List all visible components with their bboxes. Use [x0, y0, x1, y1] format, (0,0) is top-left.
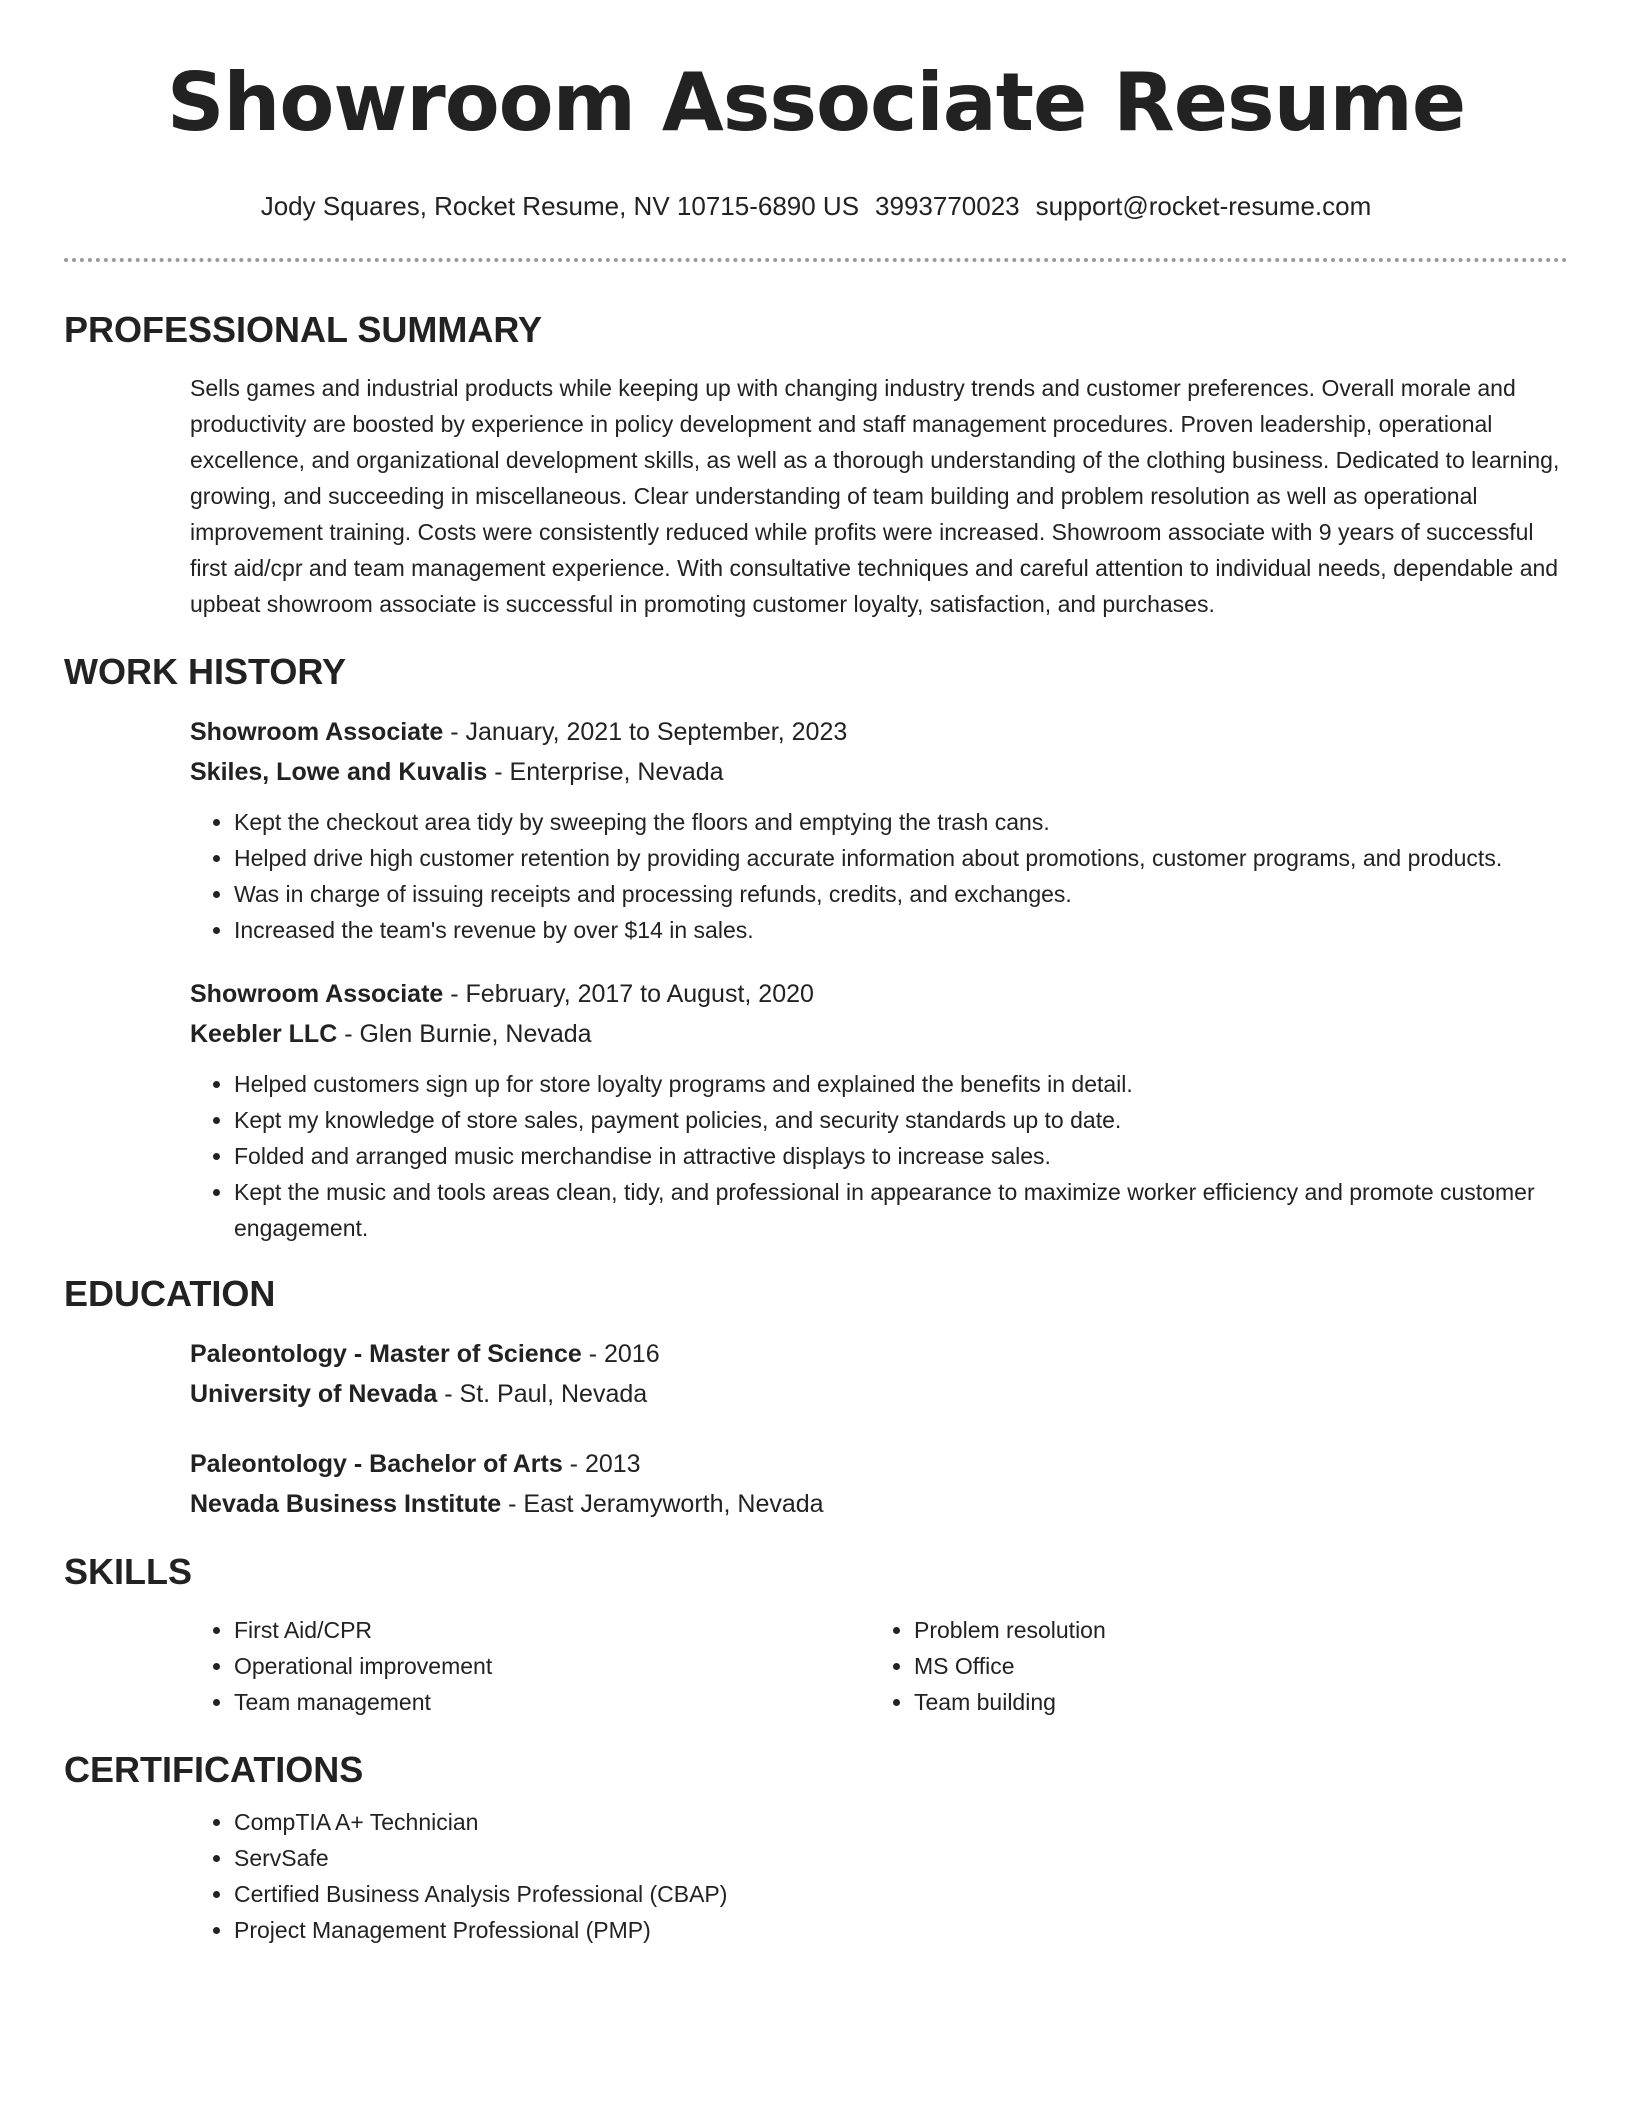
- list-item: • Increased the team's revenue by over $14 in sales.: [234, 912, 1568, 948]
- list-item: • Team building: [914, 1684, 1550, 1720]
- list-item: • CompTIA A+ Technician: [234, 1804, 1568, 1840]
- job-title-line: [190, 974, 1568, 1014]
- skills-heading: SKILLS: [64, 1551, 193, 1592]
- list-item: • Kept my knowledge of store sales, payment policies, and security standards up to date.: [234, 1102, 1568, 1138]
- list-item: • Certified Business Analysis Professional (CBAP): [234, 1876, 1568, 1912]
- skills-column-left: [190, 1600, 870, 1720]
- list-item: • Folded and arranged music merchandise in attractive displays to increase sales.: [234, 1138, 1568, 1174]
- skills-column-right: [870, 1600, 1550, 1720]
- certifications-bullets: [190, 1804, 1568, 1948]
- job-entry: [190, 974, 1568, 1246]
- contact-email: support@rocket-resume.com: [1035, 191, 1372, 221]
- skills-left-list: [190, 1612, 870, 1720]
- certifications-heading: CERTIFICATIONS: [64, 1749, 364, 1790]
- degree-year: - 2016: [581, 1340, 660, 1368]
- work-heading: WORK HISTORY: [64, 651, 347, 692]
- school: University of Nevada: [190, 1380, 438, 1408]
- job-location: - Enterprise, Nevada: [487, 758, 724, 786]
- list-item: • Kept the checkout area tidy by sweeping the floors and emptying the trash cans.: [234, 804, 1568, 840]
- job-dates: - January, 2021 to September, 2023: [443, 718, 848, 746]
- degree-year: - 2013: [562, 1450, 641, 1478]
- job-location: - Glen Burnie, Nevada: [337, 1020, 592, 1048]
- job-company: Skiles, Lowe and Kuvalis: [190, 758, 488, 786]
- summary-heading: PROFESSIONAL SUMMARY: [64, 309, 543, 350]
- degree: Paleontology - Master of Science: [190, 1340, 582, 1368]
- job-bullets: [190, 804, 1568, 948]
- degree: Paleontology - Bachelor of Arts: [190, 1450, 563, 1478]
- list-item: • Operational improvement: [234, 1648, 870, 1684]
- job-dates: - February, 2017 to August, 2020: [443, 980, 814, 1008]
- summary-text: Sells games and industrial products while keeping up with changing industry trends and customer preferences. Overall morale and productivity are boosted by experience in policy development and staff management procedures. Proven leadership, operational excellence, and organizational development skills, as well as a thorough understanding of the clothing business. Dedicated to learning, growing, and succeeding in miscellaneous. Clear understanding of team building and problem resolution as well as operational improvement training. Costs were consistently reduced while profits were increased. Showroom associate with 9 years of successful first aid/cpr and team management experience. With consultative techniques and careful attention to individual needs, dependable and upbeat showroom associate is successful in promoting customer loyalty, satisfaction, and purchases.: [190, 375, 1560, 617]
- list-item: • Team management: [234, 1684, 870, 1720]
- skills-list: [190, 1600, 1568, 1720]
- list-item: • Was in charge of issuing receipts and processing refunds, credits, and exchanges.: [234, 876, 1568, 912]
- skills-right-list: [870, 1612, 1550, 1720]
- job-bullets: [190, 1066, 1568, 1246]
- school: Nevada Business Institute: [190, 1490, 502, 1518]
- list-item: • Kept the music and tools areas clean, tidy, and professional in appearance to maximize worker efficiency and promote customer engagement.: [234, 1174, 1568, 1246]
- list-item: • First Aid/CPR: [234, 1612, 870, 1648]
- job-title: Showroom Associate: [190, 980, 444, 1008]
- list-item: • Project Management Professional (PMP): [234, 1912, 1568, 1948]
- degree-line: [190, 1444, 1568, 1484]
- resume-title: Showroom Associate Resume: [166, 56, 1466, 149]
- job-company: Keebler LLC: [190, 1020, 338, 1048]
- job-company-line: [190, 752, 1568, 792]
- education-entry: [190, 1444, 1568, 1524]
- school-line: [190, 1374, 1568, 1414]
- job-company-line: [190, 1014, 1568, 1054]
- list-item: • Helped drive high customer retention by providing accurate information about promotions, customer programs, and products.: [234, 840, 1568, 876]
- education-entry: [190, 1334, 1568, 1414]
- list-item: • Helped customers sign up for store loyalty programs and explained the benefits in detail.: [234, 1066, 1568, 1102]
- degree-line: [190, 1334, 1568, 1374]
- education-heading: EDUCATION: [64, 1273, 276, 1314]
- certifications-list: [190, 1804, 1568, 1948]
- list-item: • Problem resolution: [914, 1612, 1550, 1648]
- job-title-line: [190, 712, 1568, 752]
- school-location: - St. Paul, Nevada: [437, 1380, 648, 1408]
- school-location: - East Jeramyworth, Nevada: [501, 1490, 824, 1518]
- school-line: [190, 1484, 1568, 1524]
- header-divider: [64, 258, 1568, 262]
- contact-phone: 3993770023: [875, 191, 1020, 221]
- list-item: • ServSafe: [234, 1840, 1568, 1876]
- job-entry: [190, 712, 1568, 948]
- contact-line: [64, 190, 1568, 222]
- list-item: • MS Office: [914, 1648, 1550, 1684]
- contact-address: Jody Squares, Rocket Resume, NV 10715-6890 US: [260, 191, 860, 221]
- job-title: Showroom Associate: [190, 718, 444, 746]
